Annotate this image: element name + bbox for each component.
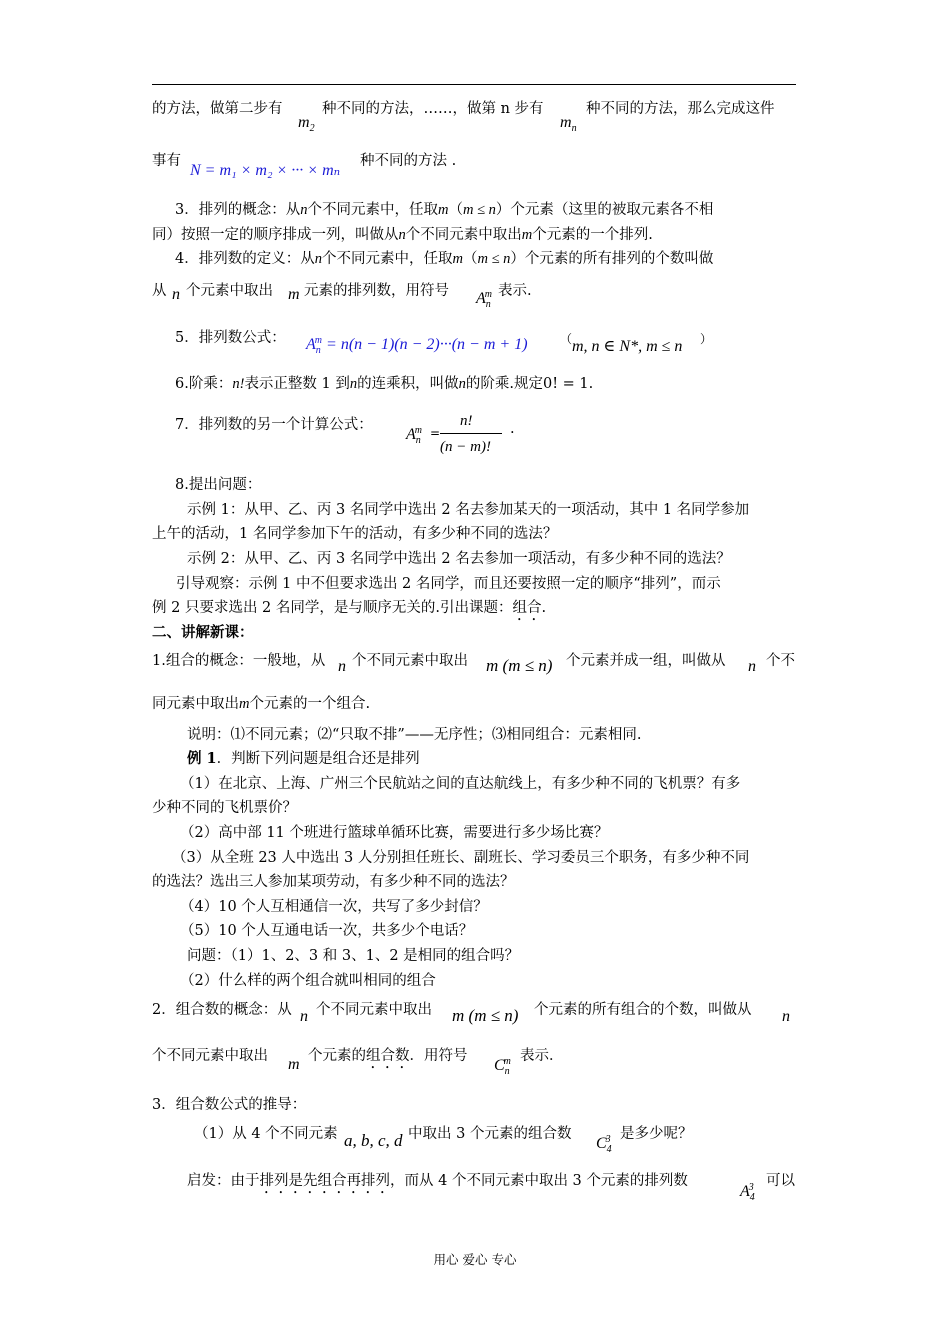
text: 4．排列数的定义：从 (175, 251, 315, 267)
text-line (187, 726, 641, 744)
math-expr: (m ≤ n) (502, 656, 553, 675)
text-line (408, 1125, 571, 1143)
text: 个不同元素中取出 (405, 227, 522, 243)
math-var: A (306, 336, 316, 353)
fraction-numerator: n! (460, 413, 473, 429)
math-A-4-3 (740, 1181, 755, 1204)
emphasized-text: 组合 (512, 600, 542, 616)
text-line (175, 329, 286, 347)
math-var (300, 1008, 308, 1026)
footer-text: 用心 爱心 专心 (433, 1252, 517, 1267)
math-sub: 4 (606, 1144, 612, 1156)
text: 说明：⑴不同元素；⑵“只取不排”——无序性；⑶相同组合：元素相同. (187, 727, 642, 743)
math-var: m (288, 1056, 300, 1073)
text: 个元素并成一组，叫做从 (566, 653, 726, 669)
math-var: m (239, 696, 250, 712)
text-line (566, 652, 726, 670)
math-var: m (452, 1006, 465, 1025)
text: 个元素的所有排列的个数叫做 (524, 251, 714, 267)
text: 示例 1：从甲、乙、丙 3 名同学中选出 2 名去参加某天的一项活动，其中 1 名同学参加 (187, 502, 750, 518)
text-line (180, 898, 488, 916)
text: 个元素的一个组合. (249, 696, 371, 712)
text-line (152, 873, 515, 891)
text: 2．组合数的概念：从 (152, 1002, 292, 1018)
heading-text: 二、讲解新课： (152, 624, 254, 641)
text-line (176, 575, 721, 593)
text-line (152, 226, 653, 244)
math-expr: m ≤ n (462, 202, 496, 218)
text: （5）10 个人互通电话一次，共多少个电话？ (180, 923, 474, 939)
text-line (316, 1001, 432, 1019)
math-var: m (288, 286, 300, 303)
math-var: n (398, 227, 406, 243)
math-var: A (740, 1183, 750, 1200)
text-line (152, 1096, 306, 1114)
text-line (180, 824, 608, 842)
text: 7．排列数的另一个计算公式： (175, 417, 373, 433)
math-sub: n (571, 123, 577, 135)
math-A-n-m (406, 424, 423, 447)
text: 事有 (152, 153, 181, 169)
math-var: m (298, 114, 310, 131)
text-line (620, 1125, 693, 1143)
text: （ (448, 202, 463, 218)
math-var: n (172, 286, 180, 303)
text: 表示． (520, 1048, 564, 1064)
text: ．判断下列问题是组合还是排列 (216, 751, 420, 767)
text: （ (462, 251, 478, 267)
text-line (308, 1047, 468, 1072)
text-line (187, 501, 749, 519)
math-expr: n! (232, 376, 245, 392)
text: 是多少呢？ (620, 1126, 693, 1142)
text: 6.阶乘： (175, 376, 233, 392)
math-mn (560, 114, 577, 135)
math-var (338, 658, 346, 676)
math-sub: n (504, 1066, 510, 1078)
text: 个不同元素中，任取 (307, 202, 438, 218)
text: ） (510, 251, 525, 267)
text-line (187, 550, 731, 568)
text-line (152, 652, 325, 670)
text-line (498, 282, 532, 300)
math-expr (452, 1007, 518, 1025)
text-line (766, 652, 795, 670)
math-var: n (458, 376, 466, 392)
text: 问题：（1）1、2、3 和 3、1、2 是相同的组合吗？ (187, 948, 520, 964)
math-var: n (338, 658, 346, 675)
text-line (766, 1172, 795, 1190)
text: 个不同元素中，任取 (321, 251, 453, 267)
text-line (187, 750, 420, 768)
text-line (186, 282, 273, 300)
factorial-fraction (440, 412, 504, 458)
text: 种不同的方法 . (360, 153, 457, 169)
text: 个不 (766, 653, 795, 669)
text-line (560, 330, 572, 348)
text: 的阶乘.规定 (465, 376, 543, 392)
text: （ (560, 332, 573, 346)
math-var: n (349, 376, 358, 392)
math-sup: m (414, 424, 423, 436)
page-footer (0, 1250, 950, 1268)
text: （2）什么样的两个组合就叫相同的组合 (180, 973, 436, 989)
text-line (152, 282, 167, 300)
math-var (782, 1008, 790, 1026)
math-sup: 3 (605, 1133, 611, 1145)
text: 个元素中取出 (186, 283, 273, 299)
text-line (172, 849, 749, 867)
math-var: n (300, 1008, 308, 1025)
math-var: n (748, 658, 756, 675)
text: 同）按照一定的顺序排成一列，叫做从 (152, 227, 399, 243)
formula: = n(n − 1)(n − 2)···(n − m + 1) (326, 336, 528, 353)
text: 上午的活动，1 名同学参加下午的活动，有多少种不同的选法？ (152, 526, 558, 542)
text-line (194, 1125, 338, 1143)
example-label: 例 1 (187, 750, 217, 767)
math-sup: m (314, 334, 323, 346)
math-C-n-m (494, 1055, 511, 1078)
text: . (588, 376, 594, 392)
text-line (180, 972, 436, 990)
text: 中取出 3 个元素的组合数 (408, 1126, 572, 1142)
formula-multiplication-principle (190, 162, 340, 180)
math-var: n (314, 251, 322, 267)
header-rule (152, 84, 796, 85)
text-line (175, 476, 261, 494)
formula: m, n ∈ N*, m ≤ n (572, 338, 683, 355)
text: （3）从全班 23 人中选出 3 人分别担任班长、副班长、学习委员三个职务，有多少种不同 (172, 850, 750, 866)
emphasized-text: 排列是先组合再排列 (259, 1173, 390, 1189)
text: 个不同元素中取出 (316, 1002, 432, 1018)
text-line (304, 282, 449, 300)
text-line (520, 1047, 564, 1065)
text: 个元素的所有组合的个数，叫做从 (534, 1002, 752, 1018)
text-line (180, 775, 740, 793)
text-line (152, 799, 297, 817)
text: 元素的排列数，用符号 (304, 283, 449, 299)
text: 1.组合的概念：一般地，从 (152, 653, 326, 669)
math-var: n (782, 1008, 790, 1025)
text: 可以 (766, 1173, 795, 1189)
text: ．用符号 (409, 1048, 468, 1064)
text: 种不同的方法，……，做第 n 步有 (322, 101, 544, 117)
text: 个不同元素中取出 (152, 1048, 268, 1064)
text-line (175, 201, 713, 219)
text-line (187, 1172, 688, 1197)
math-var (748, 658, 756, 676)
text-line (700, 330, 712, 348)
text: 个元素（这里的被取元素各不相 (510, 202, 714, 218)
math-var: A (406, 426, 416, 443)
text-line (175, 416, 373, 434)
text: 个不同元素中取出 (352, 653, 468, 669)
text: ） (495, 202, 511, 218)
formula: N = m₁ × m₂ × ··· × mₙ (190, 162, 341, 179)
math-var: m (437, 202, 449, 218)
text: 5．排列数公式： (175, 330, 286, 346)
text: 少种不同的飞机票价？ (152, 800, 297, 816)
math-var: C (596, 1135, 607, 1152)
math-m2 (298, 114, 315, 135)
math-sub: 4 (749, 1192, 755, 1204)
text-line (586, 100, 775, 118)
text: 例 2 只要求选出 2 名同学，是与顺序无关的.引出课题： (152, 600, 513, 616)
math-sub: n (315, 345, 321, 357)
text: 的方法，做第二步有 (152, 101, 283, 117)
math-sub: n (415, 435, 421, 447)
math-expr: 0! = 1 (543, 376, 589, 392)
math-sup: m (484, 288, 493, 300)
text-line (352, 652, 468, 670)
text-line (534, 1001, 752, 1019)
text-line (175, 250, 713, 268)
text-line (187, 947, 519, 965)
emphasized-text: 组合数 (366, 1048, 410, 1064)
text-line (360, 152, 456, 170)
math-A-n-m (476, 288, 493, 311)
fraction-bar (440, 433, 502, 434)
text-line (152, 525, 557, 543)
text: 的选法？选出三人参加某项劳动，有多少种不同的选法？ (152, 874, 515, 890)
text-line (152, 695, 370, 713)
math-sub: n (485, 299, 491, 311)
math-var: m (452, 251, 463, 267)
text: 3．排列的概念：从 (175, 202, 301, 218)
text-line (152, 599, 546, 624)
text: （2）高中部 11 个班进行篮球单循环比赛，需要进行多少场比赛？ (180, 825, 609, 841)
text: 同元素中取出 (152, 696, 239, 712)
text: 的连乘积，叫做 (357, 376, 459, 392)
math-var (172, 286, 180, 304)
math-expr: a, b, c, d (344, 1131, 403, 1150)
text-line (175, 375, 593, 393)
math-var: n (300, 202, 308, 218)
math-var: C (494, 1057, 505, 1074)
formula-condition (572, 338, 682, 356)
text: （1）从 4 个不同元素 (194, 1126, 338, 1142)
math-C-4-3 (596, 1133, 612, 1156)
text-line (152, 1001, 292, 1019)
text: （4）10 个人互相通信一次，共写了多少封信？ (180, 899, 488, 915)
equals-sign: = (430, 426, 441, 440)
text-line (152, 152, 181, 170)
math-expr (344, 1132, 403, 1150)
text: （1）在北京、上海、广州三个民航站之间的直达航线上，有多少种不同的飞机票？有多 (180, 776, 741, 792)
text: ） (700, 332, 713, 346)
text-line (152, 100, 283, 118)
math-expr (486, 657, 552, 675)
text: 引导观察：示例 1 中不但要求选出 2 名同学，而且还要按照一定的顺序“排列”，而示 (176, 576, 721, 592)
fraction-denominator: (n − m)! (440, 439, 491, 455)
text: 个元素的 (308, 1048, 366, 1064)
text: 种不同的方法，那么完成这件 (586, 101, 775, 117)
math-sup: 3 (748, 1181, 754, 1193)
math-var (288, 286, 300, 304)
text: . (510, 421, 515, 437)
text: 8.提出问题： (175, 477, 262, 493)
text: 从 (152, 283, 167, 299)
math-var: m (486, 656, 499, 675)
math-expr: (m ≤ n) (468, 1006, 519, 1025)
math-var: m (560, 114, 572, 131)
math-var: A (476, 290, 486, 307)
math-var (288, 1056, 300, 1074)
text: 示例 2：从甲、乙、丙 3 名同学中选出 2 名去参加一项活动，有多少种不同的选法？ (187, 551, 731, 567)
text-line (152, 1047, 268, 1065)
text: . (541, 600, 547, 616)
text: 表示. (498, 283, 532, 299)
text: 表示正整数 1 到 (244, 376, 350, 392)
text-line (180, 922, 473, 940)
text: 启发：由于 (187, 1173, 260, 1189)
math-expr: m ≤ n (477, 251, 511, 267)
math-sub: 2 (309, 123, 315, 135)
text: 3．组合数公式的推导： (152, 1097, 307, 1113)
text-line (322, 100, 544, 118)
text: 个元素的一个排列. (532, 227, 653, 243)
text: ，而从 4 个不同元素中取出 3 个元素的排列数 (390, 1173, 688, 1189)
text-line (510, 420, 515, 438)
math-var: m (521, 227, 533, 243)
formula-permutation (306, 334, 528, 357)
section-heading (152, 624, 254, 642)
math-sup: m (503, 1055, 511, 1067)
